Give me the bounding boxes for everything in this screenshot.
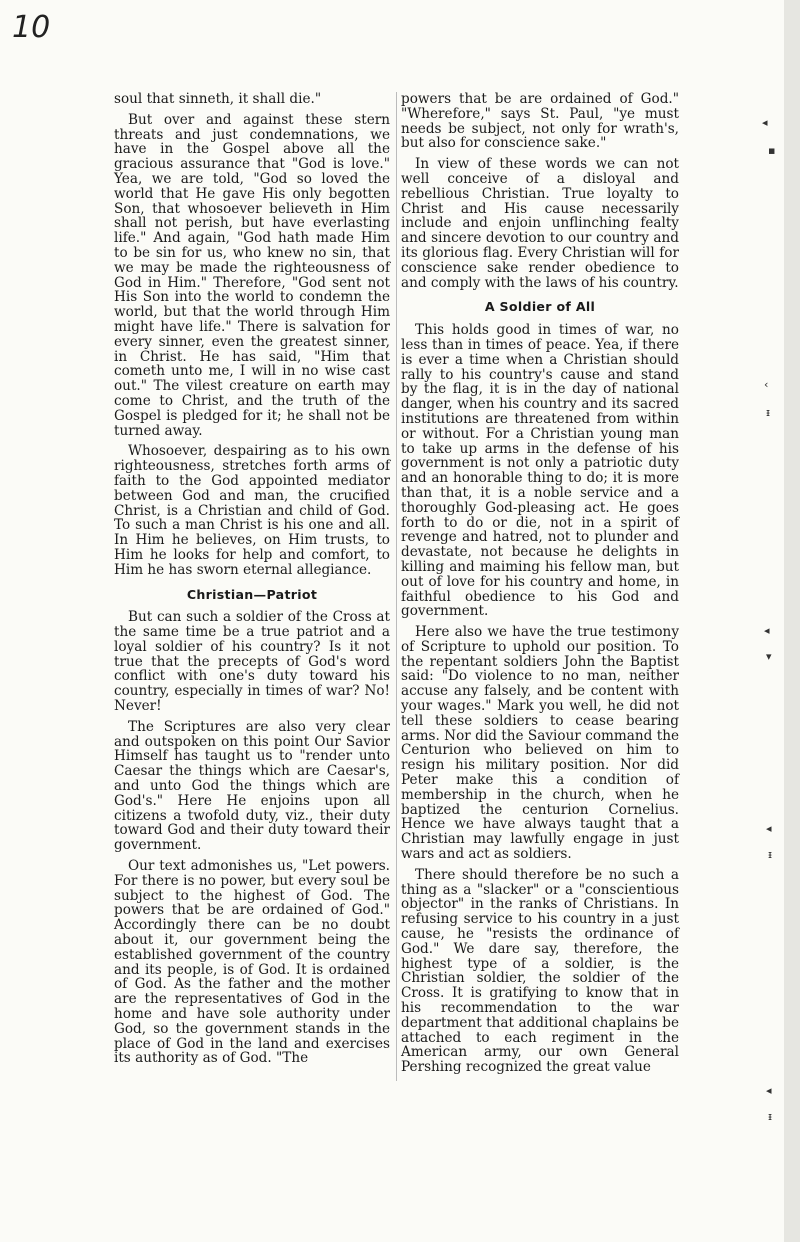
left-paragraph-1: soul that sinneth, it shall die." xyxy=(114,91,322,107)
left-paragraph-4: But can such a soldier of the Cross at the same time be a true patriot and a loyal soldier of his country? Is it not true that the precepts of God's word conflict with one's duty toward his country, especially in times of war? No! Never! xyxy=(114,609,390,715)
margin-mark: ▾ xyxy=(766,650,772,663)
right-paragraph-2: In view of these words we can not well conceive of a disloyal and rebellious Christian. True loyalty to Christ and His cause necessarily include and enjoin unflinching fealty and sincere devotion to our country and its glorious flag. Every Christian will for conscience sake render obedience to and comply with the laws of his country. xyxy=(401,156,679,291)
margin-mark: ◂ xyxy=(766,822,772,835)
margin-mark: ◂ xyxy=(766,1084,772,1097)
page-number: 10 xyxy=(12,10,51,45)
left-paragraph-2: But over and against these stern threats and just condemnations, we have in the Gospel above all the gracious assurance that "God is love." Yea, we are told, "God so loved the world that He gave His only begotten Son, that whosoever believeth in Him shall not perish, but have everlasting life." And again, "God hath made Him to be sin for us, who knew no sin, that we may be made the righteousness of God in Him." Therefore, "God sent not His Son into the world to condemn the world, but that the world through Him might have life." There is salvation for every sinner, even the greatest sinner, in Christ. He has said, "Him that cometh unto me, I will in no wise cast out." The vilest creature on earth may come to Christ, and the truth of the Gospel is pledged for it; he shall not be turned away. xyxy=(114,111,390,439)
page-edge xyxy=(784,0,800,1242)
left-paragraph-3: Whosoever, despairing as to his own righteousness, stretches forth arms of faith to the God appointed mediator between God and man, the crucified Christ, is a Christian and child of God. To such a man Christ is his one and all. In Him he believes, on Him trusts, to Him he looks for help and comfort, to Him he has sworn eternal allegiance. xyxy=(114,443,390,578)
margin-mark: ◂ xyxy=(764,624,770,637)
margin-mark: ᵻ xyxy=(768,1110,773,1123)
margin-mark: ‹ xyxy=(764,378,769,391)
right-paragraph-5: There should therefore be no such a thing as a "slacker" or a "conscientious objector" in the ranks of Christians. In refusing service to his country in a just cause, he "resists the ordinance of God." We dare say, therefore, the highest type of a soldier, is the Christian soldier, the soldier of the Cross. It is gratifying to know that in his recommendation to the war department that additional chaplains be attached to each regiment in the American army, our own General Pershing recognized the great value xyxy=(401,866,679,1076)
right-paragraph-4: Here also we have the true testimony of Scripture to uphold our position. To the repentant soldiers John the Baptist said: "Do violence to no man, neither accuse any falsely, and be content with your wages." Mark you well, he did not tell these soldiers to cease bearing arms. Nor did the Saviour command the Centurion who believed on him to resign his military position. Nor did Peter make this a condition of membership in the church, when he baptized the centurion Cornelius. Hence we have always taught that a Christian may lawfully engage in just wars and act as soldiers. xyxy=(401,624,679,863)
right-paragraph-1: powers that be are ordained of God." "Wherefore," says St. Paul, "ye must needs be subject, not only for wrath's, but also for conscience sake." xyxy=(401,91,679,152)
right-column xyxy=(396,92,679,1081)
margin-mark: ◂ xyxy=(762,116,768,129)
section-heading-soldier-of-all: A Soldier of All xyxy=(484,299,596,315)
section-heading-christian-patriot: Christian—Patriot xyxy=(186,586,318,602)
margin-mark: ᵻ xyxy=(768,848,773,861)
right-paragraph-3: This holds good in times of war, no less than in times of peace. Yea, if there is ever a time when a Christian should rally to his country's cause and stand by the flag, it is in the day of national danger, when his country and its sacred institutions are threatened from within or without. For a Christian young man to take up arms in the defense of his government is not only a patriotic duty and an honorable thing to do; it is more than that, it is a noble service and a thoroughly God-pleasing act. He goes forth to do or die, not in a spirit of revenge and hatred, not to plunder and devastate, not because he delights in killing and maiming his fellow man, but out of love for his country and home, in faithful obedience to his God and government. xyxy=(401,322,679,620)
margin-mark: ᵻ xyxy=(766,406,771,419)
left-paragraph-6: Our text admonishes us, "Let powers. For there is no power, but every soul be subject to the highest of God. The powers that be are ordained of God." Accordingly there can be no doubt about it, our government being the established government of the country and its people, is of God. It is ordained of God. As the father and the mother are the representatives of God in the home and have sole authority under God, so the government stands in the place of God in the land and exercises its authority as of God. "The xyxy=(114,858,390,1067)
left-paragraph-5: The Scriptures are also very clear and outspoken on this point Our Savior Himself has taught us to "render unto Caesar the things which are Caesar's, and unto God the things which are God's." Here He enjoins upon all citizens a twofold duty, viz., their duty toward God and their duty toward their government. xyxy=(114,718,390,854)
left-column xyxy=(114,92,390,1072)
margin-mark: ▪ xyxy=(768,144,776,157)
